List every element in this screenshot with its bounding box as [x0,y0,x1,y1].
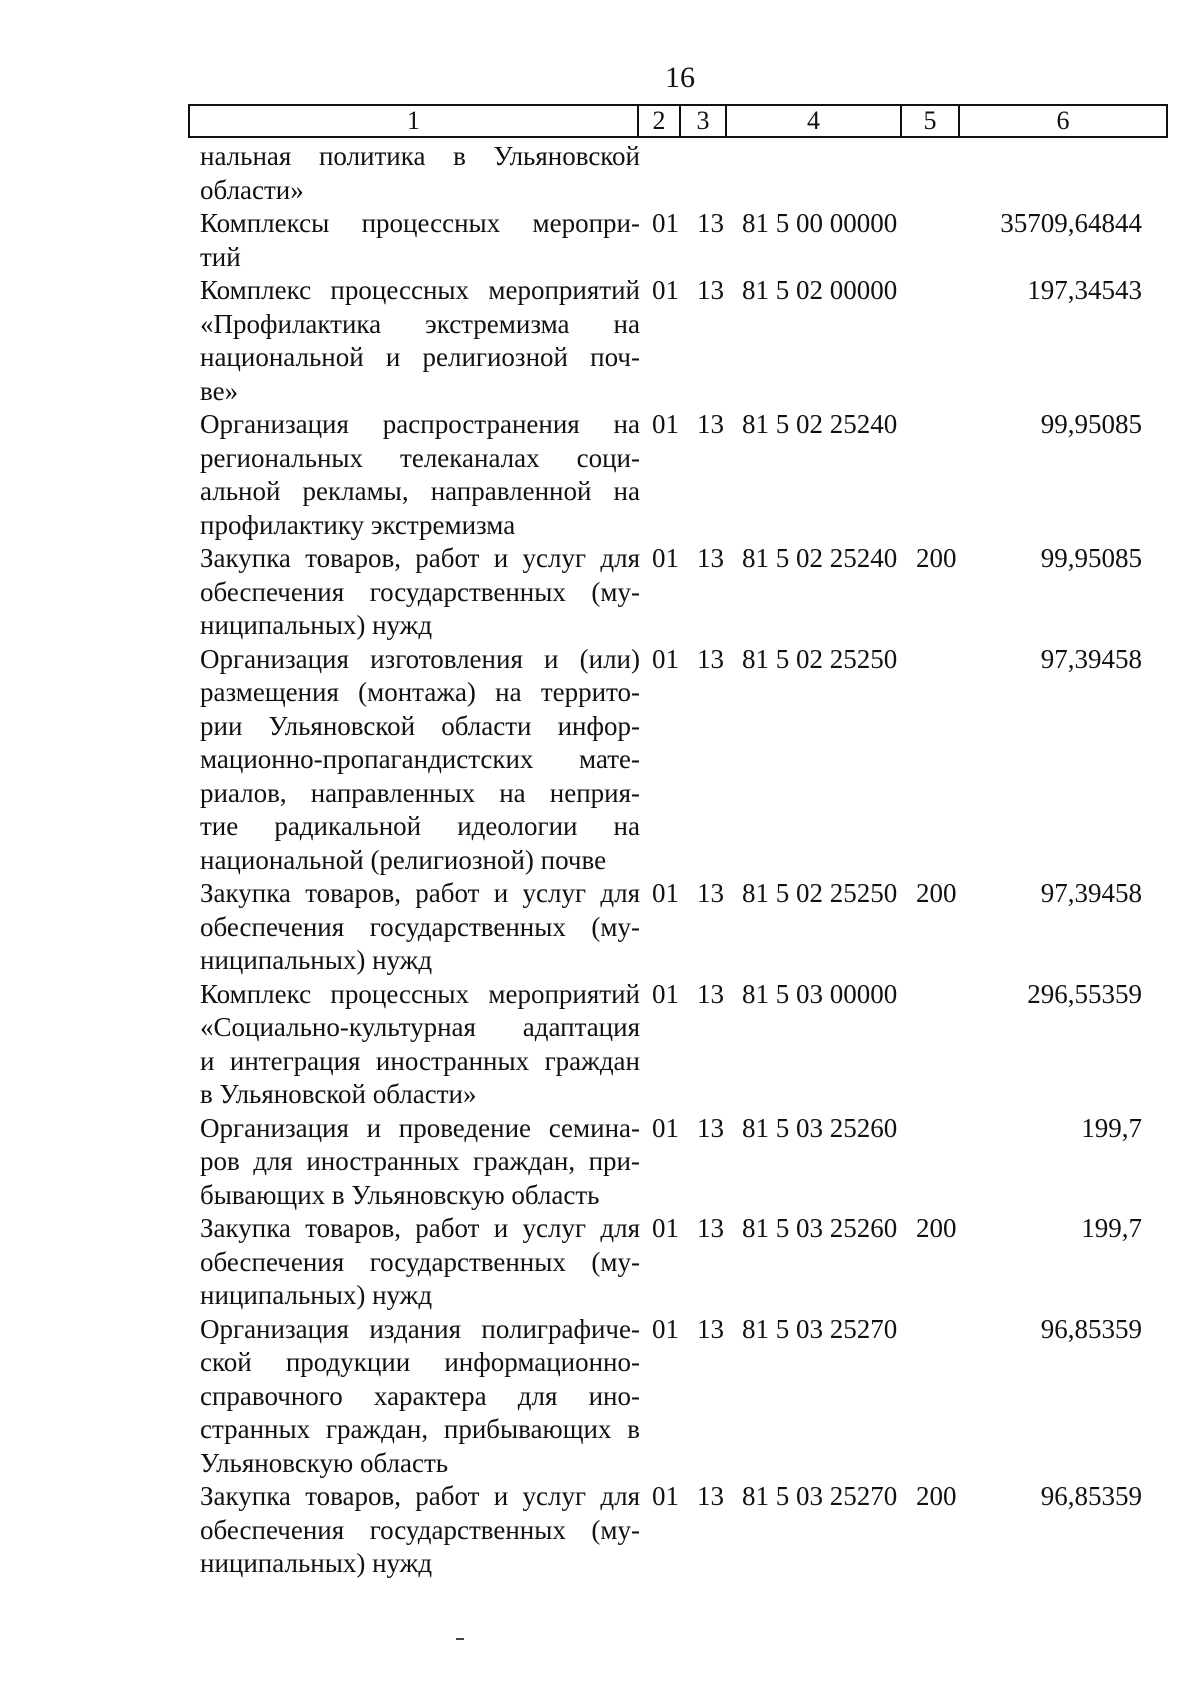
row-amount: 296,55359 [1027,978,1142,1009]
row-description-line: ниципальных) нужд [200,945,433,975]
row-target-article-code: 81 5 02 25240 [742,409,898,439]
row-subsection-code: 13 [697,409,724,439]
row-subsection-code: 13 [697,208,724,238]
row-description-line: Закупка товаров, работ и услуг для [200,543,640,573]
row-target-article-code: 81 5 03 25270 [742,1313,898,1344]
row-description-line: справочного характера для ино- [200,1380,640,1411]
header-col-2: 2 [652,106,666,135]
row-subsection-code: 13 [697,643,724,674]
row-target-article-code: 81 5 02 25250 [742,643,898,674]
table-body [0,140,1200,1581]
row-section-code: 01 [652,1481,679,1511]
row-description-line: Закупка товаров, работ и услуг для [200,1213,640,1243]
row-description-line: «Профилактика экстремизма на [200,308,640,339]
header-col-3: 3 [696,106,710,135]
row-description-line: обеспечения государственных (му- [200,1514,640,1545]
row-description-line: Ульяновскую область [200,1447,449,1478]
row-description-line: ве» [200,375,239,406]
table-row [0,1212,1200,1313]
row-description-line: обеспечения государственных (му- [200,576,640,607]
row-description-line: ниципальных) нужд [200,610,433,640]
row-description-line: размещения (монтажа) на террито- [200,677,640,707]
footer-mark [456,1638,464,1640]
row-description-line: обеспечения государственных (му- [200,911,640,942]
table-row [0,1480,1200,1581]
row-subsection-code: 13 [697,1213,724,1243]
row-target-article-code: 81 5 03 25260 [742,1213,898,1243]
row-description [200,978,640,1112]
table-row [0,978,1200,1112]
row-description-line: области» [200,174,304,205]
row-amount: 35709,64844 [1000,208,1142,238]
row-description-line: Комплекс процессных мероприятий [200,978,640,1009]
row-section-code: 01 [652,978,679,1009]
row-description-line: риалов, направленных на неприя- [200,777,640,808]
row-target-article-code: 81 5 02 25240 [742,543,898,573]
row-description-line: странных граждан, прибывающих в [200,1414,640,1444]
row-section-code: 01 [652,643,679,674]
row-target-article-code: 81 5 00 00000 [742,208,898,238]
row-amount: 96,85359 [1040,1481,1142,1511]
row-subsection-code: 13 [697,1112,724,1143]
row-description-line: Закупка товаров, работ и услуг для [200,878,640,908]
row-description [200,207,640,274]
row-description-line: Комплексы процессных меропри- [200,208,640,238]
row-subsection-code: 13 [697,978,724,1009]
row-description-line: национальной (религиозной) почве [200,844,607,875]
row-description-line: «Социально-культурная адаптация [200,1012,640,1042]
row-description-line: тий [200,241,241,272]
row-target-article-code: 81 5 02 00000 [742,275,898,305]
row-target-article-code: 81 5 03 00000 [742,978,898,1009]
row-section-code: 01 [652,1112,679,1143]
row-expense-type-code: 200 [916,1481,957,1511]
row-section-code: 01 [652,1313,679,1344]
header-col-5: 5 [923,106,937,135]
row-amount: 97,39458 [1040,643,1142,674]
row-amount: 199,7 [1081,1213,1142,1243]
row-description-line: нальная политика в Ульяновской [200,141,640,171]
row-amount: 197,34543 [1027,275,1142,305]
row-description [200,643,640,878]
table-row [0,542,1200,643]
row-description [200,1212,640,1313]
row-amount: 99,95085 [1040,409,1142,439]
row-description [200,408,640,542]
header-col-4: 4 [807,106,820,135]
row-description-line: ниципальных) нужд [200,1280,433,1310]
row-description-line: мационно-пропагандистских мате- [200,744,640,774]
row-section-code: 01 [652,208,679,238]
row-description [200,1313,640,1481]
row-subsection-code: 13 [697,543,724,573]
row-description-line: и интеграция иностранных граждан [200,1045,640,1076]
row-section-code: 01 [652,1213,679,1243]
table-row [0,408,1200,542]
row-description-line: бывающих в Ульяновскую область [200,1179,600,1210]
table-row [0,1313,1200,1481]
row-target-article-code: 81 5 02 25250 [742,878,898,908]
table-header [188,104,1168,138]
table-row [0,643,1200,878]
table-row [0,877,1200,978]
row-subsection-code: 13 [697,275,724,305]
row-description [200,1112,640,1213]
row-description [200,542,640,643]
header-col-6: 6 [1056,106,1070,135]
row-amount: 97,39458 [1040,878,1142,908]
row-description-line: альной рекламы, направленной на [200,476,640,506]
row-subsection-code: 13 [697,1313,724,1344]
row-description-line: обеспечения государственных (му- [200,1246,640,1277]
table-row [0,140,1200,207]
row-description-line: Организация изготовления и (или) [200,643,640,674]
row-description-line: тие радикальной идеологии на [200,811,640,841]
row-description [200,140,640,207]
row-section-code: 01 [652,275,679,305]
row-description [200,877,640,978]
page-number: 16 [665,61,695,94]
row-description-line: Организация распространения на [200,409,640,439]
row-description-line: ниципальных) нужд [200,1548,433,1578]
row-description [200,274,640,408]
row-amount: 199,7 [1081,1112,1142,1143]
header-col-1: 1 [407,106,420,135]
row-section-code: 01 [652,409,679,439]
row-subsection-code: 13 [697,878,724,908]
row-description-line: профилактику экстремизма [200,509,516,540]
row-description-line: ской продукции информационно- [200,1347,640,1377]
row-expense-type-code: 200 [916,543,957,573]
table-row [0,207,1200,274]
row-expense-type-code: 200 [916,1213,957,1243]
row-section-code: 01 [652,878,679,908]
table-row [0,274,1200,408]
row-amount: 96,85359 [1040,1313,1142,1344]
row-subsection-code: 13 [697,1481,724,1511]
row-section-code: 01 [652,543,679,573]
row-description-line: в Ульяновской области» [200,1079,477,1109]
row-description [200,1480,640,1581]
row-description-line: ров для иностранных граждан, при- [200,1146,640,1176]
row-description-line: Комплекс процессных мероприятий [200,275,640,305]
row-description-line: Организация и проведение семина- [200,1112,640,1143]
row-target-article-code: 81 5 03 25270 [742,1481,898,1511]
row-amount: 99,95085 [1040,543,1142,573]
row-description-line: рии Ульяновской области инфор- [200,710,640,741]
table-row [0,1112,1200,1213]
row-description-line: национальной и религиозной поч- [200,342,640,372]
row-description-line: Закупка товаров, работ и услуг для [200,1481,640,1511]
row-description-line: Организация издания полиграфиче- [200,1313,640,1344]
row-description-line: региональных телеканалах соци- [200,442,640,473]
row-target-article-code: 81 5 03 25260 [742,1112,898,1143]
row-expense-type-code: 200 [916,878,957,908]
